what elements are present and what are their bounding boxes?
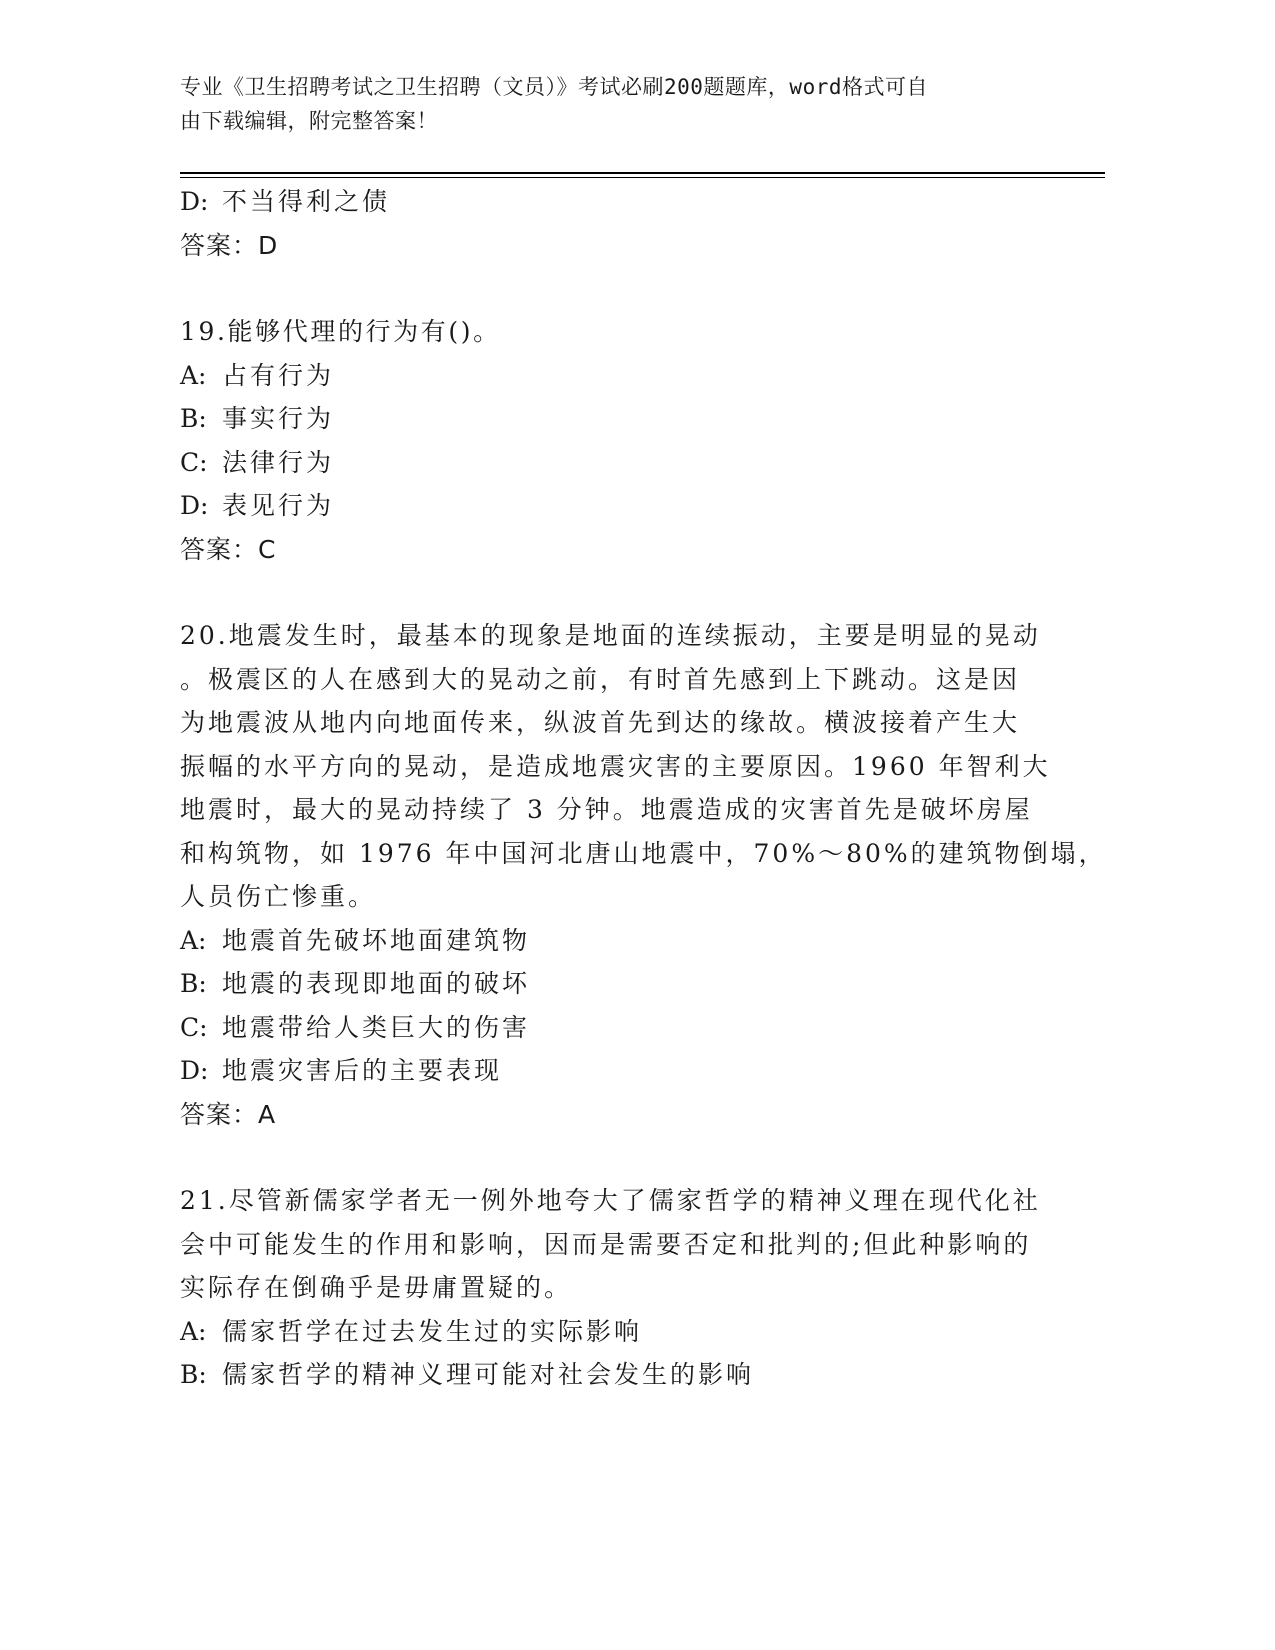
option-text: 地震首先破坏地面建筑物 xyxy=(222,925,531,955)
option-letter: C: xyxy=(180,1012,208,1042)
option-letter: A: xyxy=(180,1316,207,1346)
q20-option-c xyxy=(180,1006,1060,1050)
q20-option-d xyxy=(180,1049,1060,1093)
q21-option-a xyxy=(180,1310,1060,1354)
q21-stem-line: 会中可能发生的作用和影响，因而是需要否定和批判的;但此种影响的 xyxy=(180,1229,1032,1259)
option-text: 法律行为 xyxy=(222,447,335,477)
option-letter: D: xyxy=(180,1056,209,1085)
q19-answer: 答案：C xyxy=(180,534,277,564)
header-divider-thin xyxy=(180,177,1105,178)
q20-stem xyxy=(180,614,1107,919)
q20-stem-line: 和构筑物，如 1976 年中国河北唐山地震中，70%～80%的建筑物倒塌， xyxy=(180,838,1107,868)
q21-stem-line: 21.尽管新儒家学者无一例外地夸大了儒家哲学的精神义理在现代化社 xyxy=(180,1186,1041,1215)
document-header xyxy=(180,70,1040,138)
option-text: 儒家哲学的精神义理可能对社会发生的影响 xyxy=(222,1360,755,1389)
option-letter: B: xyxy=(180,969,207,998)
q20-stem-line: 振幅的水平方向的晃动，是造成地震灾害的主要原因。1960 年智利大 xyxy=(180,751,1051,781)
header-line-2: 由下载编辑，附完整答案！ xyxy=(180,109,438,133)
option-letter: A: xyxy=(180,925,207,955)
q20-stem-line: 。极震区的人在感到大的晃动之前，有时首先感到上下跳动。这是因 xyxy=(180,664,1021,694)
q20-stem-line: 为地震波从地内向地面传来，纵波首先到达的缘故。横波接着产生大 xyxy=(180,708,1021,737)
q20-stem-line: 人员伤亡惨重。 xyxy=(180,882,377,911)
q19-option-a xyxy=(180,354,1060,398)
option-letter: B: xyxy=(180,404,207,433)
question-content xyxy=(180,180,1107,1397)
option-letter: A: xyxy=(180,360,207,390)
q19-option-c xyxy=(180,441,1060,485)
q21-stem xyxy=(180,1179,1060,1310)
q21-stem-line: 实际存在倒确乎是毋庸置疑的。 xyxy=(180,1273,573,1302)
q20-answer: 答案：A xyxy=(180,1099,277,1129)
option-text: 不当得利之债 xyxy=(222,187,391,216)
header-divider-thick xyxy=(180,172,1105,174)
option-text: 地震灾害后的主要表现 xyxy=(222,1056,503,1085)
q19-option-b xyxy=(180,397,1060,441)
option-text: 表见行为 xyxy=(222,491,335,520)
option-text: 占有行为 xyxy=(222,360,335,390)
q21-option-b xyxy=(180,1353,1060,1397)
option-letter: D: xyxy=(180,491,209,520)
prev-option-d xyxy=(180,180,1060,224)
q20-stem-line: 地震时，最大的晃动持续了 3 分钟。地震造成的灾害首先是破坏房屋 xyxy=(180,795,1033,824)
q20-option-a xyxy=(180,919,1060,963)
prev-answer: 答案：D xyxy=(180,230,279,260)
option-letter: D: xyxy=(180,187,209,216)
option-text: 事实行为 xyxy=(222,404,335,433)
option-letter: C: xyxy=(180,447,208,477)
q19-option-d xyxy=(180,484,1060,528)
header-line-1: 专业《卫生招聘考试之卫生招聘（文员）》考试必刷200题题库，word格式可自 xyxy=(180,75,928,99)
option-text: 地震的表现即地面的破坏 xyxy=(222,969,531,998)
q19-stem: 19.能够代理的行为有()。 xyxy=(180,317,501,346)
q20-option-b xyxy=(180,962,1060,1006)
option-text: 儒家哲学在过去发生过的实际影响 xyxy=(222,1316,643,1346)
option-text: 地震带给人类巨大的伤害 xyxy=(222,1012,531,1042)
q20-stem-line: 20.地震发生时，最基本的现象是地面的连续振动，主要是明显的晃动 xyxy=(180,621,1041,650)
option-letter: B: xyxy=(180,1360,207,1389)
